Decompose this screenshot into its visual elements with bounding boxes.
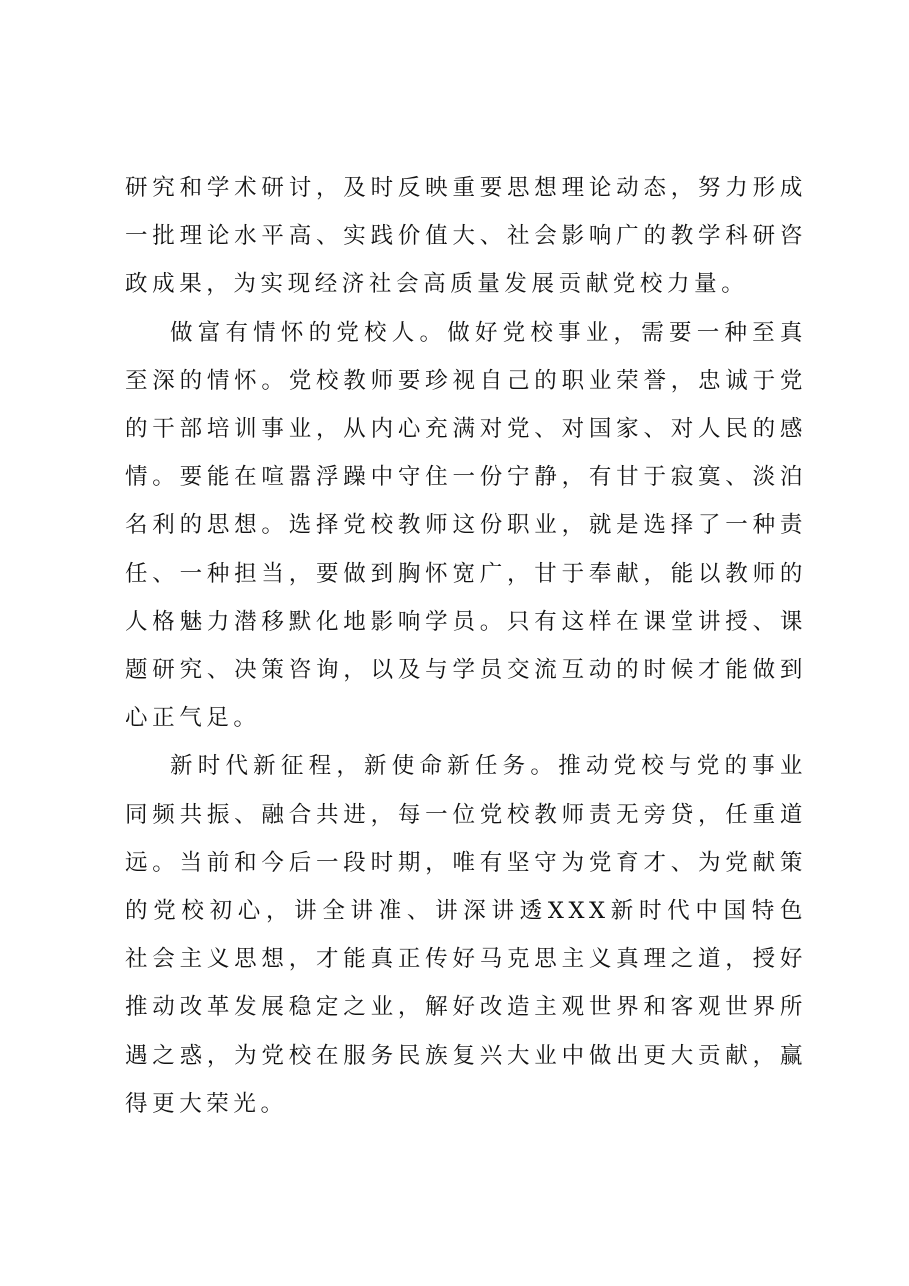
paragraph-passionate-teacher: 做富有情怀的党校人。做好党校事业，需要一种至真至深的情怀。党校教师要珍视自己的职业荣誉，忠诚于党的干部培训事业，从内心充满对党、对国家、对人民的感情。要能在喧嚣浮躁中守住一份宁静，有甘于寂寞、淡泊名利的思想。选择党校教师这份职业，就是选择了一种责任、一种担当，要做到胸怀宽广，甘于奉献，能以教师的人格魅力潜移默化地影响学员。只有这样在课堂讲授、课题研究、决策咨询，以及与学员交流互动的时候才能做到心正气足。 [125,319,807,732]
paragraph-continuation: 研究和学术研讨，及时反映重要思想理论动态，努力形成一批理论水平高、实践价值大、社会影响广的教学科研咨政成果，为实现经济社会高质量发展贡献党校力量。 [125,175,807,298]
paragraph-new-era: 新时代新征程，新使命新任务。推动党校与党的事业同频共振、融合共进，每一位党校教师责无旁贷，任重道远。当前和今后一段时期，唯有坚守为党育才、为党献策的党校初心，讲全讲准、讲深讲透XXX新时代中国特色社会主义思想，才能真正传好马克思主义真理之道，授好推动改革发展稳定之业，解好改造主观世界和客观世界所遇之惑，为党校在服务民族复兴大业中做出更大贡献，赢得更大荣光。 [125,753,807,1117]
document-body [125,164,807,1128]
